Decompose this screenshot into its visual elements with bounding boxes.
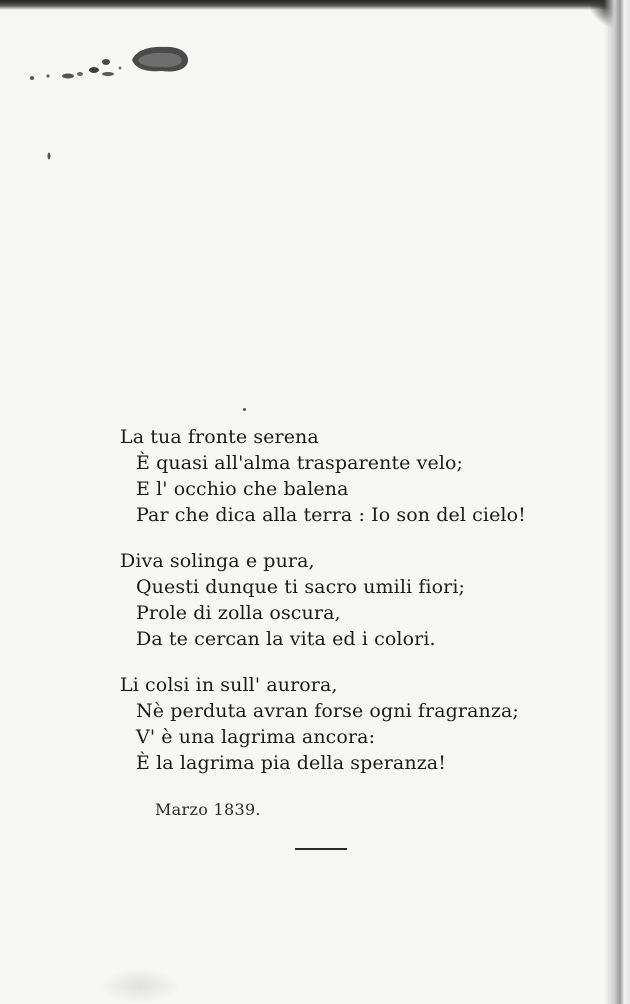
poem — [120, 424, 540, 796]
page-binding-edge — [604, 0, 630, 1004]
section-divider — [295, 848, 347, 850]
ink-specks — [28, 56, 128, 86]
stanza-1 — [120, 424, 540, 528]
poem-date: Marzo 1839. — [155, 800, 261, 819]
poem-line: Li colsi in sull' aurora, — [120, 674, 338, 696]
poem-line: Nè perduta avran forse ogni fragranza; — [136, 700, 519, 722]
poem-line: È quasi all'alma trasparente velo; — [136, 452, 464, 474]
ink-blot — [128, 44, 190, 74]
page-top-edge — [0, 0, 630, 10]
poem-line: Da te cercan la vita ed i colori. — [136, 628, 436, 650]
poem-line: V' è una lagrima ancora: — [136, 726, 376, 748]
stanza-2 — [120, 548, 540, 652]
stanza-3 — [120, 672, 540, 776]
poem-line: È la lagrima pia della speranza! — [136, 752, 446, 774]
poem-line: Questi dunque ti sacro umili fiori; — [136, 576, 466, 598]
ink-speck — [47, 152, 51, 160]
poem-line: Prole di zolla oscura, — [136, 602, 341, 624]
poem-line: Diva solinga e pura, — [120, 550, 315, 572]
poem-line: E l' occhio che balena — [136, 478, 349, 500]
poem-line: La tua fronte serena — [120, 426, 319, 448]
print-dot — [243, 408, 246, 411]
poem-line: Par che dica alla terra : Io son del cielo! — [136, 504, 526, 526]
paper-stain — [100, 968, 180, 1004]
